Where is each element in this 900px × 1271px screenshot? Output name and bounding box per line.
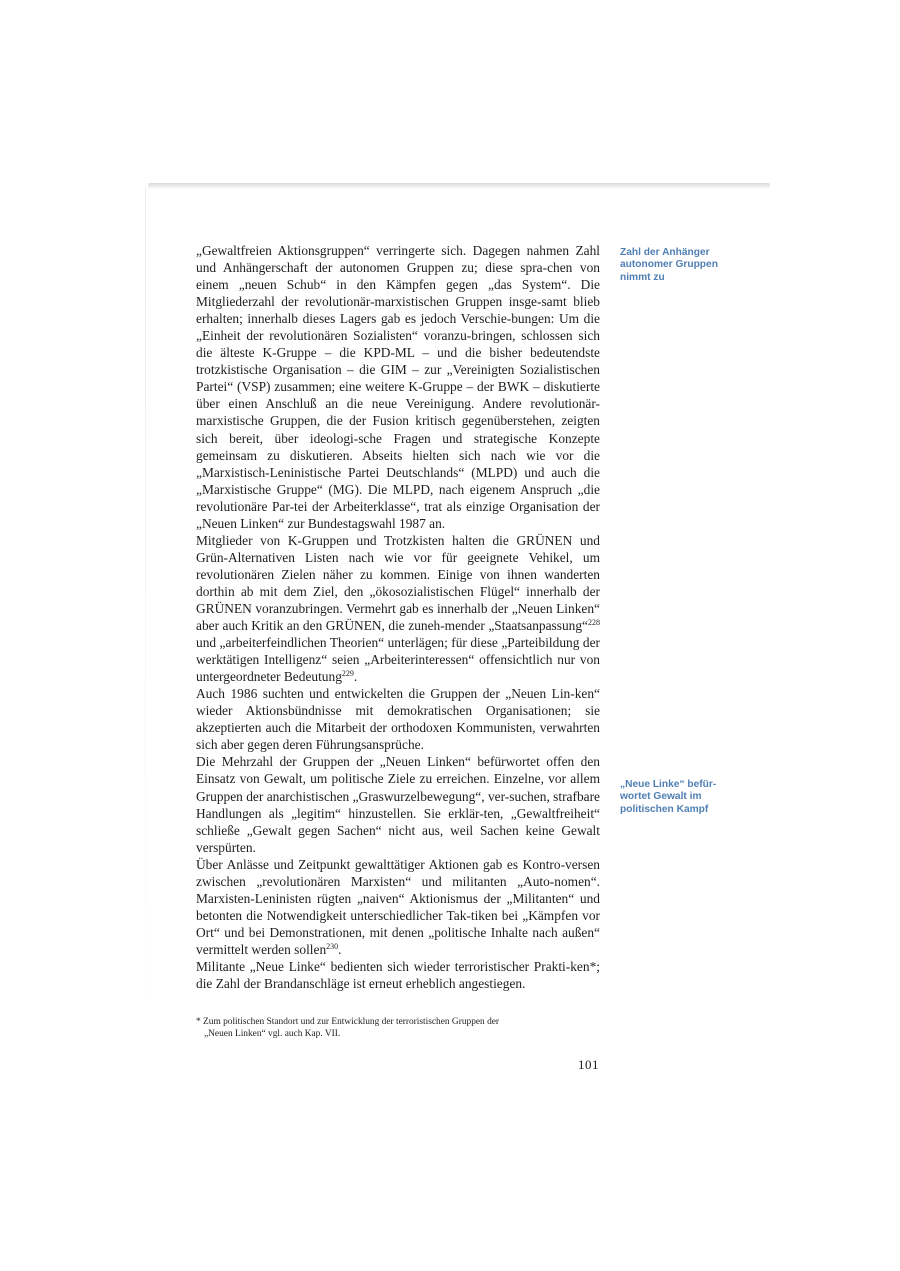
body-paragraph [196, 753, 600, 855]
footnote-reference: 228 [588, 618, 600, 628]
body-paragraph [196, 242, 600, 532]
body-paragraph [196, 532, 600, 685]
body-paragraph [196, 685, 600, 753]
body-paragraph [196, 856, 600, 958]
body-paragraph [196, 958, 600, 992]
text-run: „Gewaltfreien Aktionsgruppen“ verringerte sich. Dagegen nahmen Zahl und Anhängerschaft der autonomen Gruppen zu; diese spra-chen von einem „neuen Schub“ in den Kämpfen gegen „das System“. Die Mitgliederzahl der revolutionär-marxistischen Gruppen insge-samt blieb erhalten; innerhalb dieses Lagers gab es jedoch Verschie-bungen: Um die „Einheit der revolutionären Sozialisten“ voranzu-bringen, schlossen sich die älteste K-Gruppe – die KPD-ML – und die bisher bedeutendste trotzkistische Organisation – die GIM – zur „Vereinigten Sozialistischen Partei“ (VSP) zusammen; eine weitere K-Gruppe – der BWK – diskutierte über einen Anschluß an die neue Vereinigung. Andere revolutionär-marxistische Gruppen, die der Fusion kritisch gegenüberstehen, zeigten sich bereit, über ideologi-sche Fragen und strategische Konzepte gemeinsam zu diskutieren. Abseits hielten sich nach wie vor die „Marxistisch-Leninistische Partei Deutschlands“ (MLPD) und auch die „Marxistische Gruppe“ (MG). Die MLPD, nach eigenem Anspruch „die revolutionäre Par-tei der Arbeiterklasse“, trat als einzige Organisation der „Neuen Linken“ zur Bundestagswahl 1987 an. [196, 243, 600, 531]
text-run: Militante „Neue Linke“ bedienten sich wieder terroristischer Prakti-ken*; die Zahl der Brandanschläge ist erneut erheblich angestiegen. [196, 958, 600, 992]
footnote-reference: 229 [341, 669, 354, 679]
page-number: 101 [578, 1057, 599, 1072]
text-run: . [353, 669, 358, 685]
scan-shadow-line [148, 183, 770, 189]
footnote-reference: 230 [326, 941, 339, 951]
text-run: . [338, 941, 342, 957]
main-text-column [196, 242, 600, 992]
text-run: Die Mehrzahl der Gruppen der „Neuen Linken“ befürwortet offen den Einsatz von Gewalt, um politische Ziele zu erreichen. Einzelne, vor allem Gruppen der anarchistischen „Graswurzelbewegung“, ver-suchen, strafbare Handlungen als „legitim“ hinzustellen. Sie erklär-ten, „Gewaltfreiheit“ schließe „Gewalt gegen Sachen“ nicht aus, weil Sachen keine Gewalt verspürten. [196, 754, 600, 855]
footnote-line-1: * Zum politischen Standort und zur Entwicklung der terroristischen Gruppen der [196, 1017, 500, 1027]
text-run: und „arbeiterfeindlichen Theorien“ unterlägen; für diese „Parteibildung der werktätigen Intelligenz“ seien „Arbeiterinteressen“ offensichtlich nur von untergeordneter Bedeutung [196, 635, 600, 685]
text-run: Über Anlässe und Zeitpunkt gewalttätiger Aktionen gab es Kontro-versen zwischen „revolutionären Marxisten“ und militanten „Auto-nomen“. Marxisten-Leninisten rügten „naiven“ Aktionismus der „Militanten“ und betonten die Notwendigkeit unterschiedlicher Tak-tiken bei „Kämpfen vor Ort“ und bei Demonstrationen, mit denen „politische Inhalte nach außen“ vermittelt werden sollen [196, 856, 600, 957]
footnote-line-2: „Neuen Linken“ vgl. auch Kap. VII. [204, 1028, 341, 1039]
scan-page-edge [145, 188, 146, 1068]
text-run: Mitglieder von K-Gruppen und Trotzkisten halten die GRÜNEN und Grün-Alternativen Listen nach wie vor für geeignete Vehikel, um revolutionären Zielen näher zu kommen. Einige von ihnen wanderten dorthin ab mit dem Ziel, den „ökosozialistischen Flügel“ innerhalb der GRÜNEN voranzubringen. Vermehrt gab es innerhalb der „Neuen Linken“ aber auch Kritik an den GRÜNEN, die zuneh-mender „Staatsanpassung“ [196, 532, 600, 634]
footnote [196, 1017, 600, 1040]
margin-note-autonome: Zahl der Anhänger autonomer Gruppen nimmt zu [620, 247, 718, 283]
margin-note-gewalt: „Neue Linke“ befür-wortet Gewalt im politischen Kampf [620, 779, 717, 815]
text-run: Auch 1986 suchten und entwickelten die Gruppen der „Neuen Lin-ken“ wieder Aktionsbündnisse mit demokratischen Organisationen; sie akzeptierten auch die Mitarbeit der orthodoxen Kommunisten, verwahrten sich aber gegen deren Führungsansprüche. [196, 686, 600, 753]
